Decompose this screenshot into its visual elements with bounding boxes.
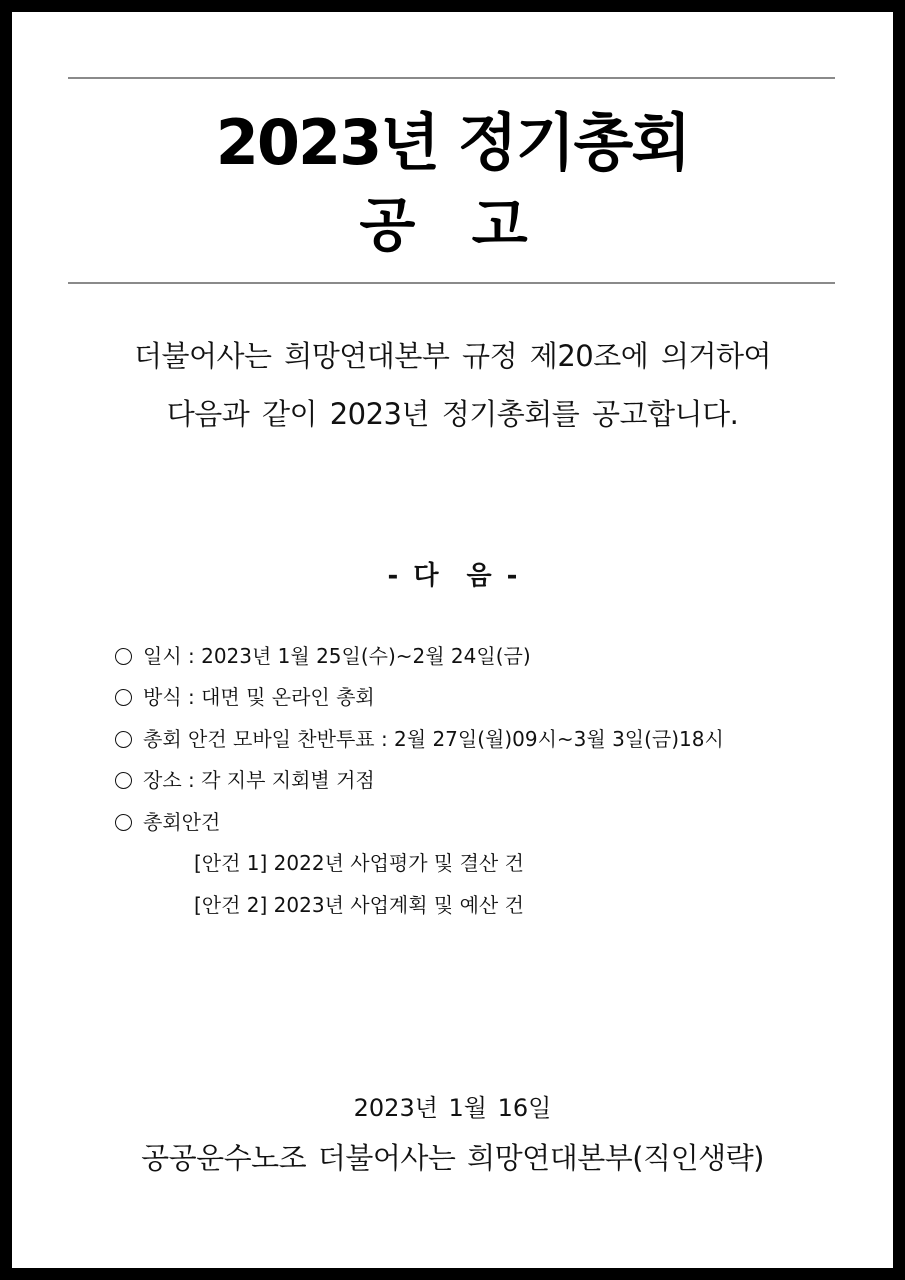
top-divider <box>68 77 835 79</box>
section-heading-right: 음 - <box>466 561 518 591</box>
list-item-vote <box>115 726 724 752</box>
agenda-item-1: [안건 1] 2022년 사업평가 및 결산 건 <box>194 851 524 875</box>
agenda-item-2: [안건 2] 2023년 사업계획 및 예산 건 <box>194 893 524 917</box>
notice-subtitle: 공 고 <box>359 191 546 259</box>
section-heading <box>12 560 893 592</box>
notice-title: 2023년 정기총회 <box>215 106 690 179</box>
list-item-text: 일시 : 2023년 1월 25일(수)~2월 24일(금) <box>143 644 531 668</box>
circle-bullet-icon <box>115 731 132 748</box>
list-item-agenda <box>115 809 220 835</box>
bottom-divider <box>68 282 835 284</box>
intro-line-2: 다음과 같이 2023년 정기총회를 공고합니다. <box>166 397 739 431</box>
circle-bullet-icon <box>115 648 132 665</box>
intro-line-1: 더불어사는 희망연대본부 규정 제20조에 의거하여 <box>133 339 772 373</box>
issuer-signature: 공공운수노조 더불어사는 희망연대본부(직인생략) <box>141 1141 764 1175</box>
list-item-schedule <box>115 643 531 669</box>
list-item-text: 총회안건 <box>143 810 221 834</box>
notice-date: 2023년 1월 16일 <box>353 1094 552 1122</box>
section-heading-left: - 다 <box>387 561 439 591</box>
list-item-text: 방식 : 대면 및 온라인 총회 <box>143 685 375 709</box>
list-item-location <box>115 767 375 793</box>
circle-bullet-icon <box>115 772 132 789</box>
list-item-method <box>115 684 375 710</box>
list-item-text: 총회 안건 모바일 찬반투표 : 2월 27일(월)09시~3월 3일(금)18시 <box>143 727 724 751</box>
circle-bullet-icon <box>115 814 132 831</box>
list-item-text: 장소 : 각 지부 지회별 거점 <box>143 768 375 792</box>
circle-bullet-icon <box>115 689 132 706</box>
notice-page <box>12 12 893 1268</box>
